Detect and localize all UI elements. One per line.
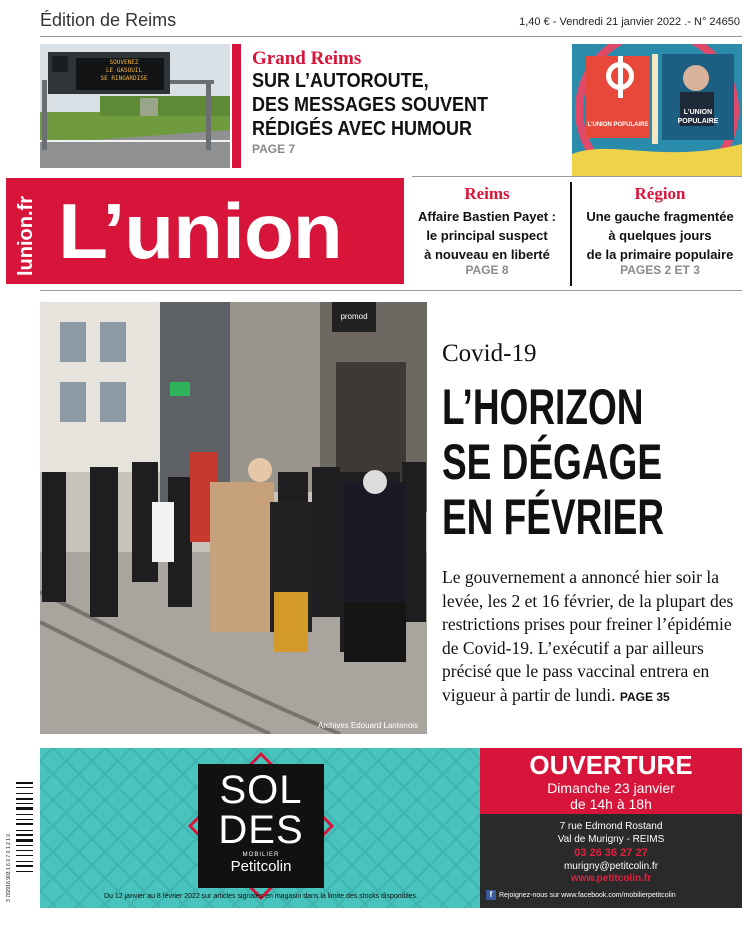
shop-sign: promod <box>340 312 368 321</box>
teaser-line: à nouveau en liberté <box>424 247 550 262</box>
barcode-number: 3 782016 903 1 6 0 7 0 1 2 1 0 <box>6 833 12 902</box>
teaser-line: Affaire Bastien Payet : <box>418 209 556 224</box>
facebook-link[interactable] <box>486 890 736 900</box>
teaser-kicker: Grand Reims <box>252 48 362 69</box>
street-illustration <box>40 302 427 734</box>
facebook-icon: f <box>486 890 496 900</box>
headline-line: EN FÉVRIER <box>442 489 665 545</box>
opening-date-line: Dimanche 23 janvier <box>547 780 675 796</box>
edition-prefix: Édition de <box>40 10 121 30</box>
street-crowd-photo[interactable] <box>40 302 427 734</box>
teaser-text[interactable] <box>578 207 742 264</box>
sign-line: LE GASOUIL <box>105 67 143 74</box>
header-divider <box>40 36 742 37</box>
column-divider <box>570 182 572 286</box>
phi-logo-stroke <box>618 56 623 98</box>
soldes-line: SOL <box>219 768 303 812</box>
poster-line: POPULAIRE <box>677 118 719 125</box>
teaser-accent-bar <box>232 44 241 168</box>
brand-name: Petitcolin <box>230 858 292 875</box>
sign-line: SOUVENEZ <box>109 59 139 66</box>
issue-info: 1,40 € - Vendredi 21 janvier 2022 .- N° 24650 <box>519 16 740 28</box>
store-phone[interactable]: 03 26 36 27 27 <box>574 847 648 859</box>
site-url[interactable] <box>10 182 38 280</box>
teaser-headline[interactable] <box>252 69 514 141</box>
poster-caption-right <box>664 108 732 126</box>
opening-hours: de 14h à 18h <box>570 796 652 812</box>
barcode <box>6 780 34 904</box>
teaser-text[interactable] <box>410 207 564 264</box>
store-email[interactable]: murigny@petitcolin.fr <box>563 861 659 872</box>
sign-line: SE RINGARDISE <box>100 75 148 82</box>
store-city: Val de Murigny - REIMS <box>557 834 665 845</box>
page-reference[interactable]: PAGE 35 <box>619 689 670 704</box>
highway-sign-text <box>84 59 164 83</box>
newspaper-logo[interactable] <box>58 186 342 277</box>
section-divider <box>412 176 742 177</box>
brand-subtitle: MOBILIER <box>242 852 280 858</box>
story-body <box>442 566 742 709</box>
primary-poster-photo[interactable] <box>572 44 742 176</box>
highway-sign-photo[interactable] <box>40 44 230 168</box>
teaser-kicker: Reims <box>464 184 510 203</box>
teaser-line: à quelques jours <box>608 228 712 243</box>
teaser-line: Une gauche fragmentée <box>586 209 734 224</box>
page-reference[interactable]: PAGE 7 <box>252 142 296 156</box>
store-website[interactable]: www.petitcolin.fr <box>570 873 652 884</box>
edition-city: Reims <box>125 10 177 30</box>
edition-label <box>40 10 176 31</box>
soldes-advert[interactable] <box>40 748 742 908</box>
soldes-title <box>198 770 324 850</box>
photo-credit: Archives Edouard Lantenois <box>318 721 419 730</box>
headline-line: RÉDIGÉS AVEC HUMOUR <box>252 118 473 140</box>
teaser-kicker: Région <box>634 184 686 203</box>
facebook-text: Rejoignez-nous sur www.facebook.com/mobilierpetitcolin <box>499 891 676 899</box>
headline-line: L’HORIZON <box>442 379 644 435</box>
opening-title: OUVERTURE <box>529 750 693 780</box>
story-headline[interactable] <box>442 380 742 545</box>
store-address: 7 rue Edmond Rostand <box>559 821 663 832</box>
headline-line: SE DÉGAGE <box>442 434 662 490</box>
opening-date <box>480 780 742 812</box>
page-reference[interactable]: PAGE 8 <box>465 263 509 277</box>
teaser-line: de la primaire populaire <box>586 247 734 262</box>
headline-line: SUR L’AUTOROUTE, <box>252 70 429 92</box>
poster-caption: L’UNION POPULAIRE <box>587 122 649 128</box>
logo-text: L’union <box>58 187 342 275</box>
page-reference[interactable]: PAGES 2 ET 3 <box>620 263 700 277</box>
soldes-line: DES <box>218 808 304 852</box>
story-kicker: Covid-19 <box>442 340 537 367</box>
teaser-line: le principal suspect <box>426 228 548 243</box>
story-body-text: Le gouvernement a annoncé hier soir la levée, les 2 et 16 février, de la plupart des restrictions prises pour freiner l’épidémie de Covid-19. L’exécutif a par ailleurs précisé que le pass vaccinal entrera en vigueur à partir de lundi. <box>442 567 734 705</box>
poster-line: L’UNION <box>683 109 713 116</box>
headline-line: DES MESSAGES SOUVENT <box>252 94 489 116</box>
ad-disclaimer: Du 12 janvier au 8 février 2022 sur articles signalés en magasin dans la limite des stocks disponibles. <box>104 893 418 900</box>
section-divider <box>40 290 742 291</box>
site-url-text: lunion.fr <box>15 196 37 276</box>
